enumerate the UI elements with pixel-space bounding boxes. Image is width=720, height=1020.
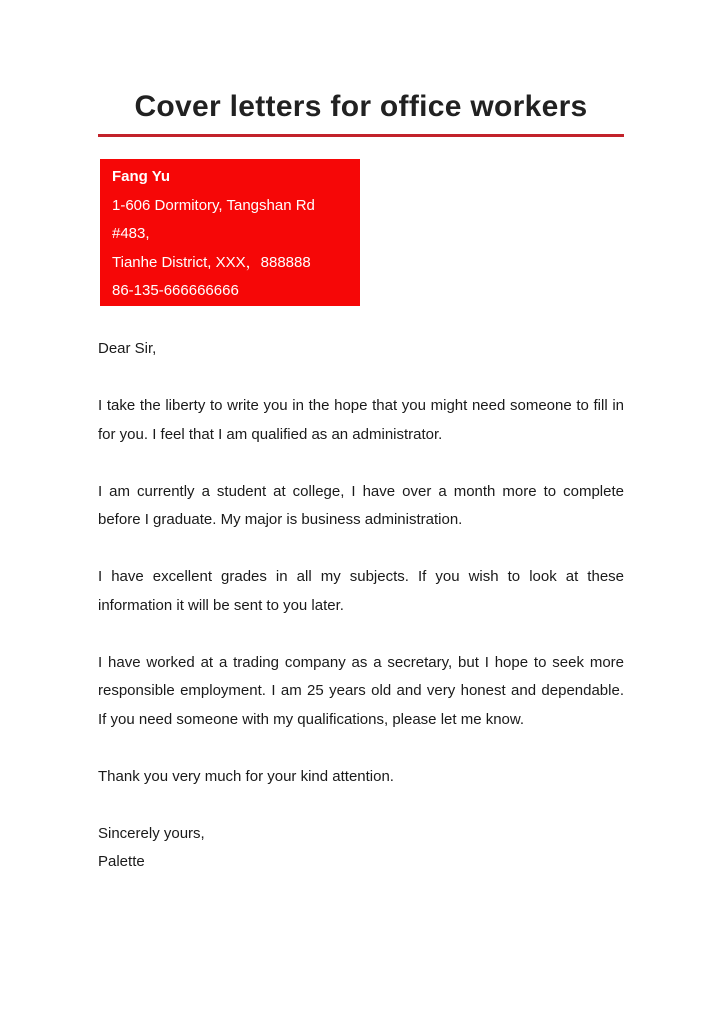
body-paragraph-1 [98, 392, 624, 449]
closing-line: Thank you very much for your kind attention. [98, 767, 394, 785]
signoff: Sincerely yours, [98, 824, 205, 842]
page-title: Cover letters for office workers [134, 90, 588, 123]
salutation: Dear Sir, [98, 340, 157, 357]
signoff-block [98, 820, 624, 877]
paragraph-line: I have worked at a trading company as a secretary, but I hope to seek more [98, 653, 624, 671]
sender-address-line-2: Tianhe District, XXX，888888 [112, 253, 311, 271]
paragraph-line: I have excellent grades in all my subjects. If you wish to look at these [98, 568, 624, 585]
signature-name: Palette [98, 853, 145, 870]
letter-body [98, 335, 624, 877]
sender-info-box [100, 159, 360, 328]
sender-phone: 86-135-666666666 [112, 282, 239, 299]
paragraph-line: I am currently a student at college, I have over a month more to complete [98, 482, 624, 500]
body-paragraph-4 [98, 649, 624, 735]
paragraph-line: I take the liberty to write you in the hope that you might need someone to fill in [98, 397, 624, 414]
letter-date: Dec,9th 20XX [112, 310, 205, 328]
body-paragraph-3 [98, 563, 624, 620]
sender-name: Fang Yu [112, 168, 171, 185]
paragraph-line: If you need someone with my qualifications, please let me know. [98, 710, 525, 728]
paragraph-line: information it will be sent to you later. [98, 596, 344, 614]
paragraph-line: responsible employment. I am 25 years old and very honest and dependable. [98, 682, 624, 699]
paragraph-line: before I graduate. My major is business administration. [98, 511, 463, 528]
paragraph-line: for you. I feel that I am qualified as an administrator. [98, 425, 443, 443]
body-paragraph-2 [98, 478, 624, 535]
sender-address-line-1: 1-606 Dormitory, Tangshan Rd #483, [112, 196, 315, 242]
title-underline [98, 134, 624, 137]
